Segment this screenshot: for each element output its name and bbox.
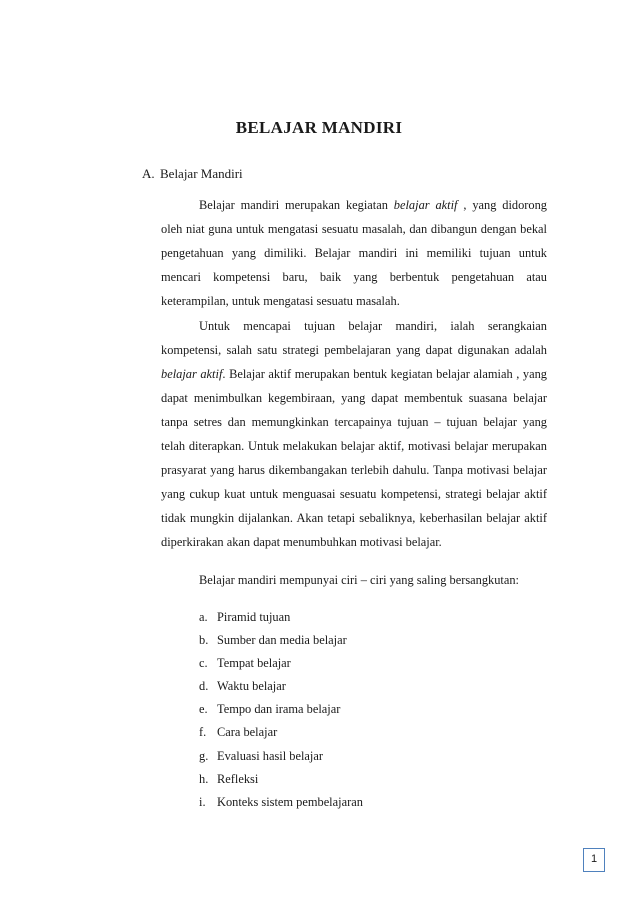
list-item <box>199 629 363 652</box>
list-item-label: Refleksi <box>217 771 259 786</box>
list-item-label: Piramid tujuan <box>217 610 291 624</box>
section-heading <box>142 166 243 182</box>
list-item <box>199 698 363 721</box>
paragraph-1 <box>161 193 547 313</box>
list-item-marker: g. <box>199 748 209 763</box>
list-item-label: Konteks sistem pembelajaran <box>217 794 363 809</box>
list-item-label: Tempo dan irama belajar <box>217 702 341 717</box>
paragraph-1-text-end: , yang didorong oleh niat guna untuk mengatasi sesuatu masalah, dan dibangun dengan bekal pengetahuan yang dimiliki. Belajar mandiri ini memiliki tujuan untuk mencari kompetensi baru, baik yang berbentuk pengetahuan atau keterampilan, untuk mengatasi sesuatu masalah. <box>161 198 548 308</box>
list-item <box>199 721 363 744</box>
list-item-marker: a. <box>199 610 208 624</box>
page-number: 1 <box>583 848 605 872</box>
list-item-marker: h. <box>199 771 209 786</box>
paragraph-1-emphasis: belajar aktif <box>393 198 458 212</box>
list-item-marker: c. <box>199 656 208 671</box>
list-item <box>199 745 363 768</box>
list-item <box>199 675 363 698</box>
paragraph-2-text-end: . Belajar aktif merupakan bentuk kegiatan belajar alamiah , yang dapat menimbulkan kegembiraan, yang dapat membentuk suasana belajar tanpa setres dan memungkinkan tercapainya tujuan – tujuan belajar yang telah diterapkan. Untuk melakukan belajar aktif, motivasi belajar merupakan prasyarat yang harus dikembangakan terlebih dahulu. Tanpa motivasi belajar yang cukup kuat untuk menguasai sesuatu kompetensi, strategi belajar aktif tidak mungkin dijalankan. Akan tetapi sebaliknya, keberhasilan belajar aktif diperkirakan akan dapat menumbuhkan motivasi belajar. <box>161 367 547 549</box>
list-item-marker: b. <box>199 633 209 648</box>
list-item <box>199 606 363 629</box>
list-item-marker: i. <box>199 794 206 809</box>
paragraph-2-text-start: Untuk mencapai tujuan belajar mandiri, ialah serangkaian kompetensi, salah satu strategi pembelajaran yang dapat digunakan adalah <box>161 319 547 357</box>
list-item-marker: e. <box>199 702 208 717</box>
section-marker: A. <box>142 166 155 181</box>
paragraph-2 <box>161 314 547 554</box>
characteristics-list <box>199 606 363 814</box>
list-item <box>199 652 363 675</box>
list-item-label: Waktu belajar <box>217 679 286 694</box>
paragraph-1-text-start: Belajar mandiri merupakan kegiatan <box>199 198 394 212</box>
document-title: BELAJAR MANDIRI <box>235 118 403 137</box>
list-item-label: Tempat belajar <box>217 656 291 671</box>
list-item-label: Evaluasi hasil belajar <box>217 748 323 763</box>
paragraph-2-emphasis: belajar aktif <box>161 367 223 381</box>
list-item-marker: f. <box>199 725 207 740</box>
list-item <box>199 768 363 791</box>
section-heading-text: Belajar Mandiri <box>160 166 243 181</box>
list-item-label: Sumber dan media belajar <box>217 633 347 648</box>
list-intro: Belajar mandiri mempunyai ciri – ciri yang saling bersangkutan: <box>199 573 519 587</box>
list-item <box>199 791 363 814</box>
list-item-marker: d. <box>199 679 209 694</box>
list-item-label: Cara belajar <box>217 725 278 740</box>
